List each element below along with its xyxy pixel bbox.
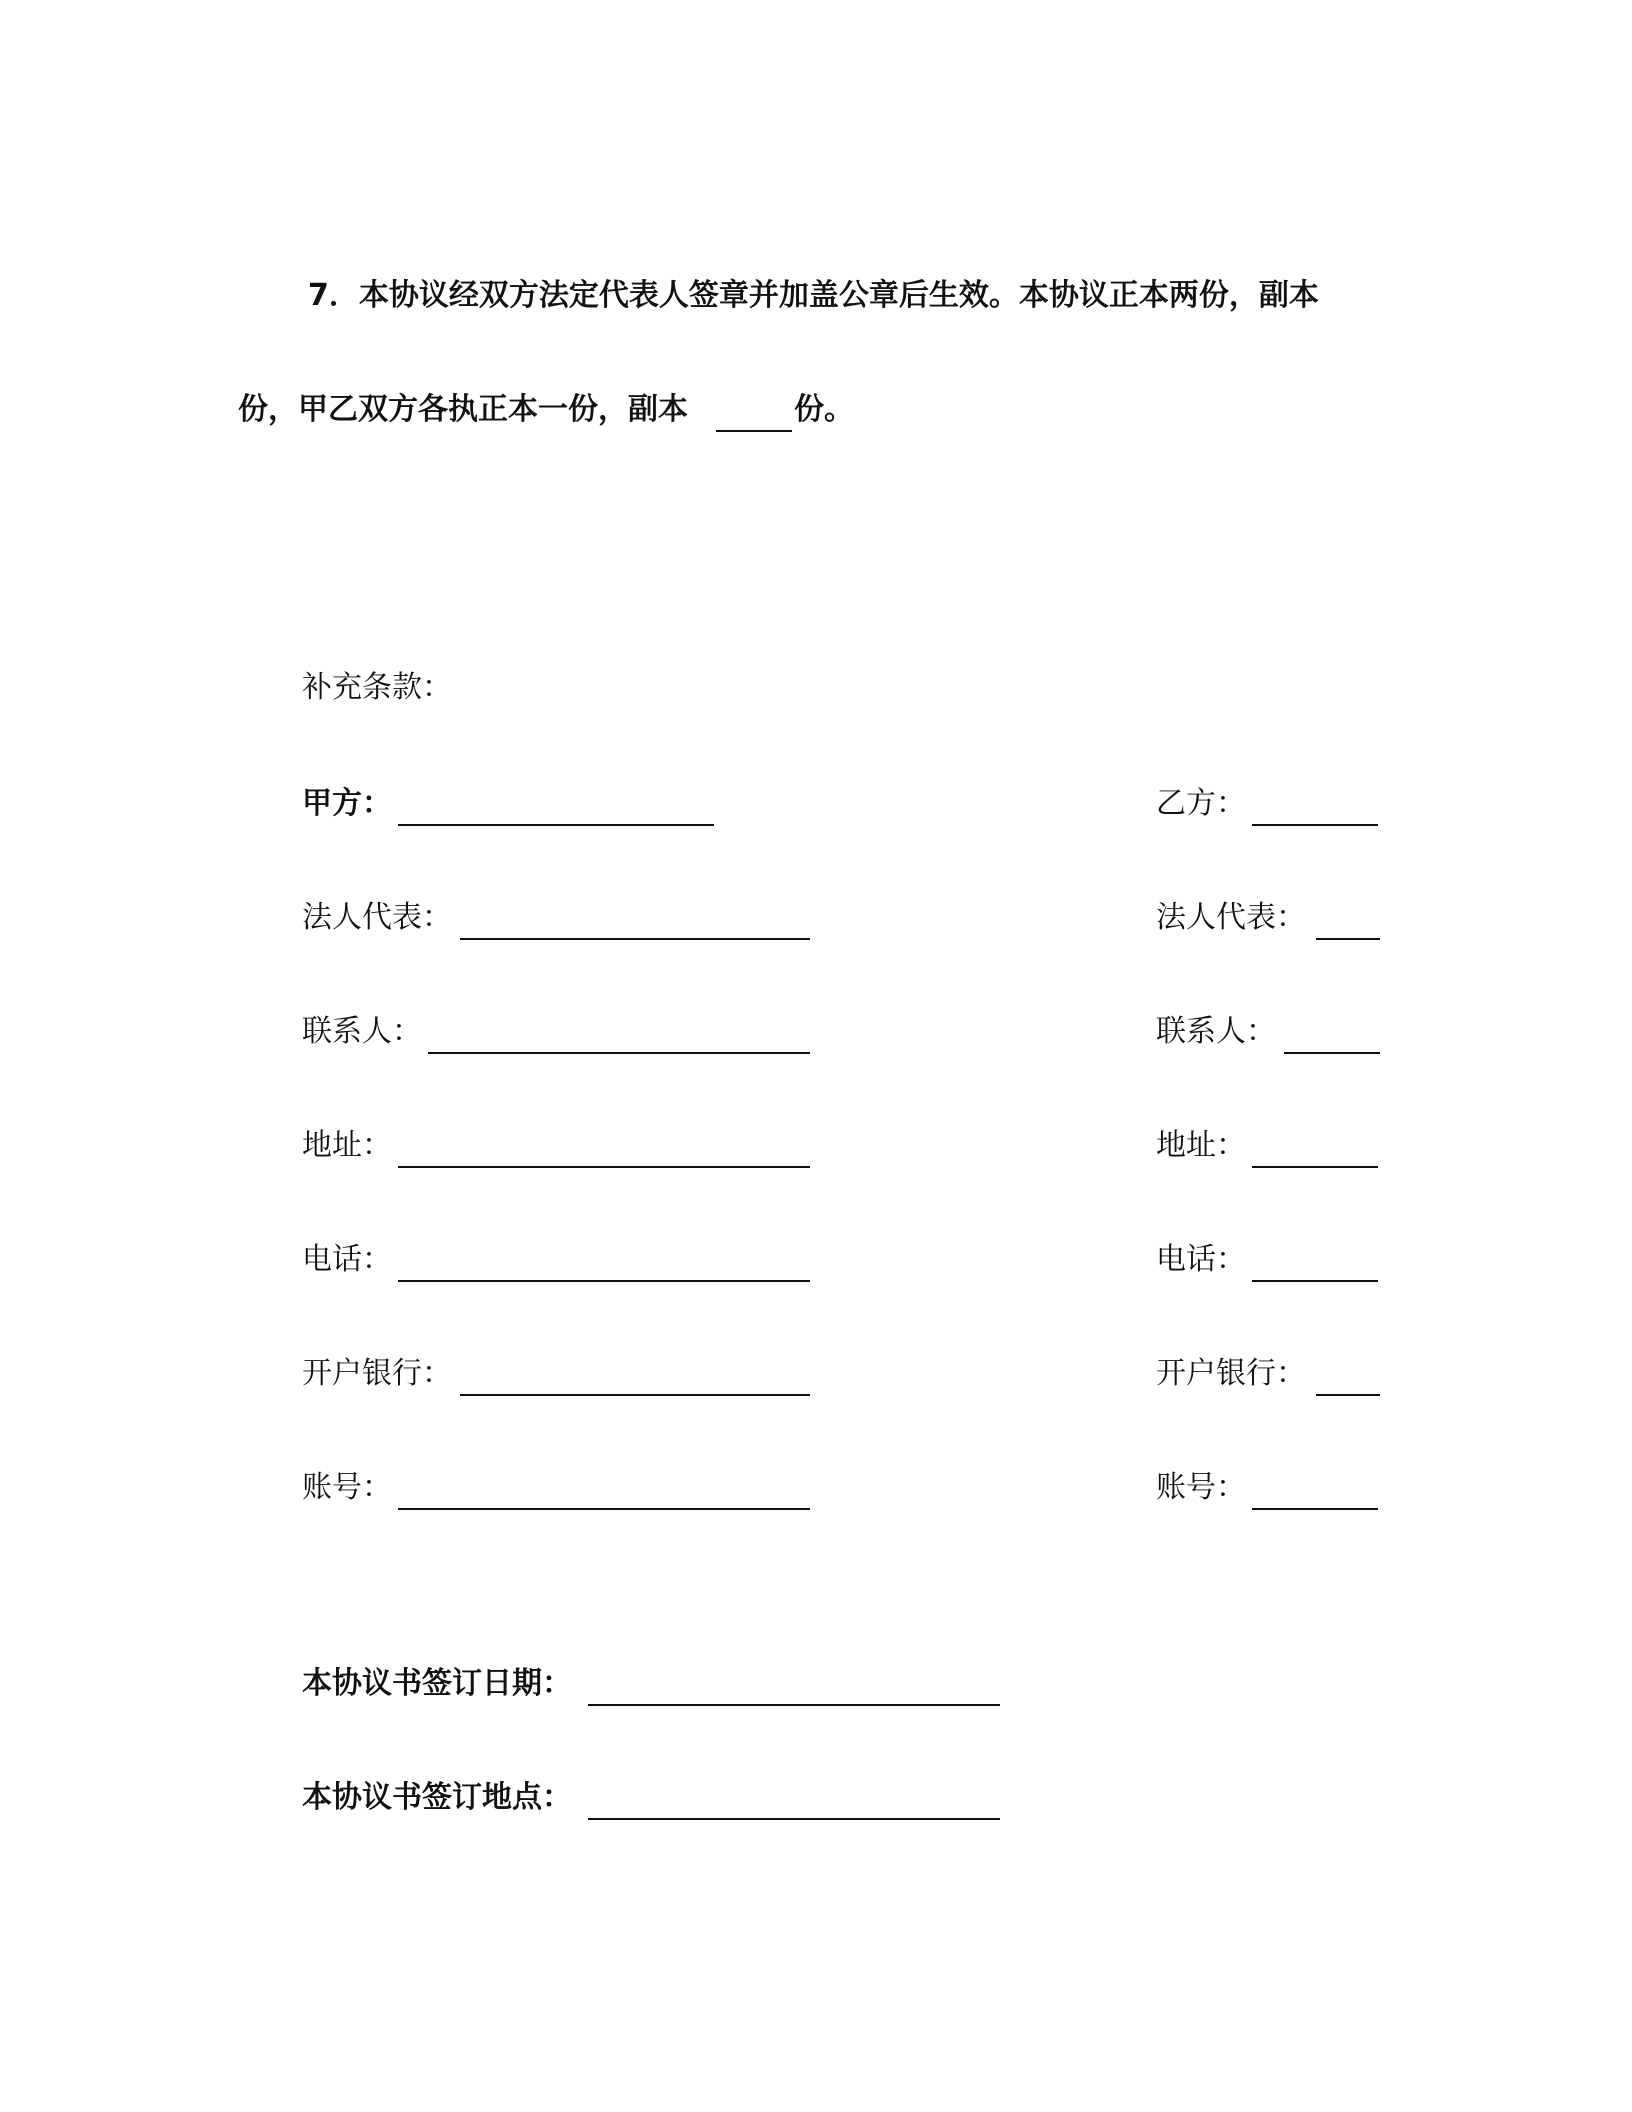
signing-date-label: 本协议书签订日期： <box>302 1666 572 1701</box>
copies-blank-line <box>716 430 792 432</box>
party-a-name-line <box>398 824 714 826</box>
party-b-contact-line <box>1284 1052 1380 1054</box>
party-a-legal-rep-line <box>460 938 810 940</box>
clause-7-line-1: 7．本协议经双方法定代表人签章并加盖公章后生效。本协议正本两份，副本 <box>308 278 1319 313</box>
party-b-account-line <box>1252 1508 1378 1510</box>
clause-7-line-2-suffix: 份。 <box>794 392 854 427</box>
party-b-bank-line <box>1316 1394 1380 1396</box>
signing-place-label: 本协议书签订地点： <box>302 1780 572 1815</box>
party-a-phone-label: 电话： <box>302 1242 392 1277</box>
party-a-contact-label: 联系人： <box>302 1014 422 1049</box>
party-b-address-label: 地址： <box>1156 1128 1246 1163</box>
party-b-phone-line <box>1252 1280 1378 1282</box>
party-a-bank-label: 开户银行： <box>302 1356 452 1391</box>
party-a-contact-line <box>428 1052 810 1054</box>
signing-place-line <box>588 1818 1000 1820</box>
party-b-address-line <box>1252 1166 1378 1168</box>
party-a-address-label: 地址： <box>302 1128 392 1163</box>
party-a-address-line <box>398 1166 810 1168</box>
party-a-phone-line <box>398 1280 810 1282</box>
clause-7-line-2-prefix: 份，甲乙双方各执正本一份，副本 <box>238 392 688 427</box>
party-b-legal-rep-label: 法人代表： <box>1156 900 1306 935</box>
party-b-name-line <box>1252 824 1378 826</box>
party-a-name-label: 甲方： <box>302 786 392 821</box>
party-b-contact-label: 联系人： <box>1156 1014 1276 1049</box>
party-a-legal-rep-label: 法人代表： <box>302 900 452 935</box>
party-b-account-label: 账号： <box>1156 1470 1246 1505</box>
supplementary-label: 补充条款： <box>302 670 452 705</box>
party-b-phone-label: 电话： <box>1156 1242 1246 1277</box>
party-a-bank-line <box>460 1394 810 1396</box>
signing-date-line <box>588 1704 1000 1706</box>
party-b-name-label: 乙方： <box>1156 786 1246 821</box>
party-b-legal-rep-line <box>1316 938 1380 940</box>
party-a-account-label: 账号： <box>302 1470 392 1505</box>
party-b-bank-label: 开户银行： <box>1156 1356 1306 1391</box>
party-a-account-line <box>398 1508 810 1510</box>
